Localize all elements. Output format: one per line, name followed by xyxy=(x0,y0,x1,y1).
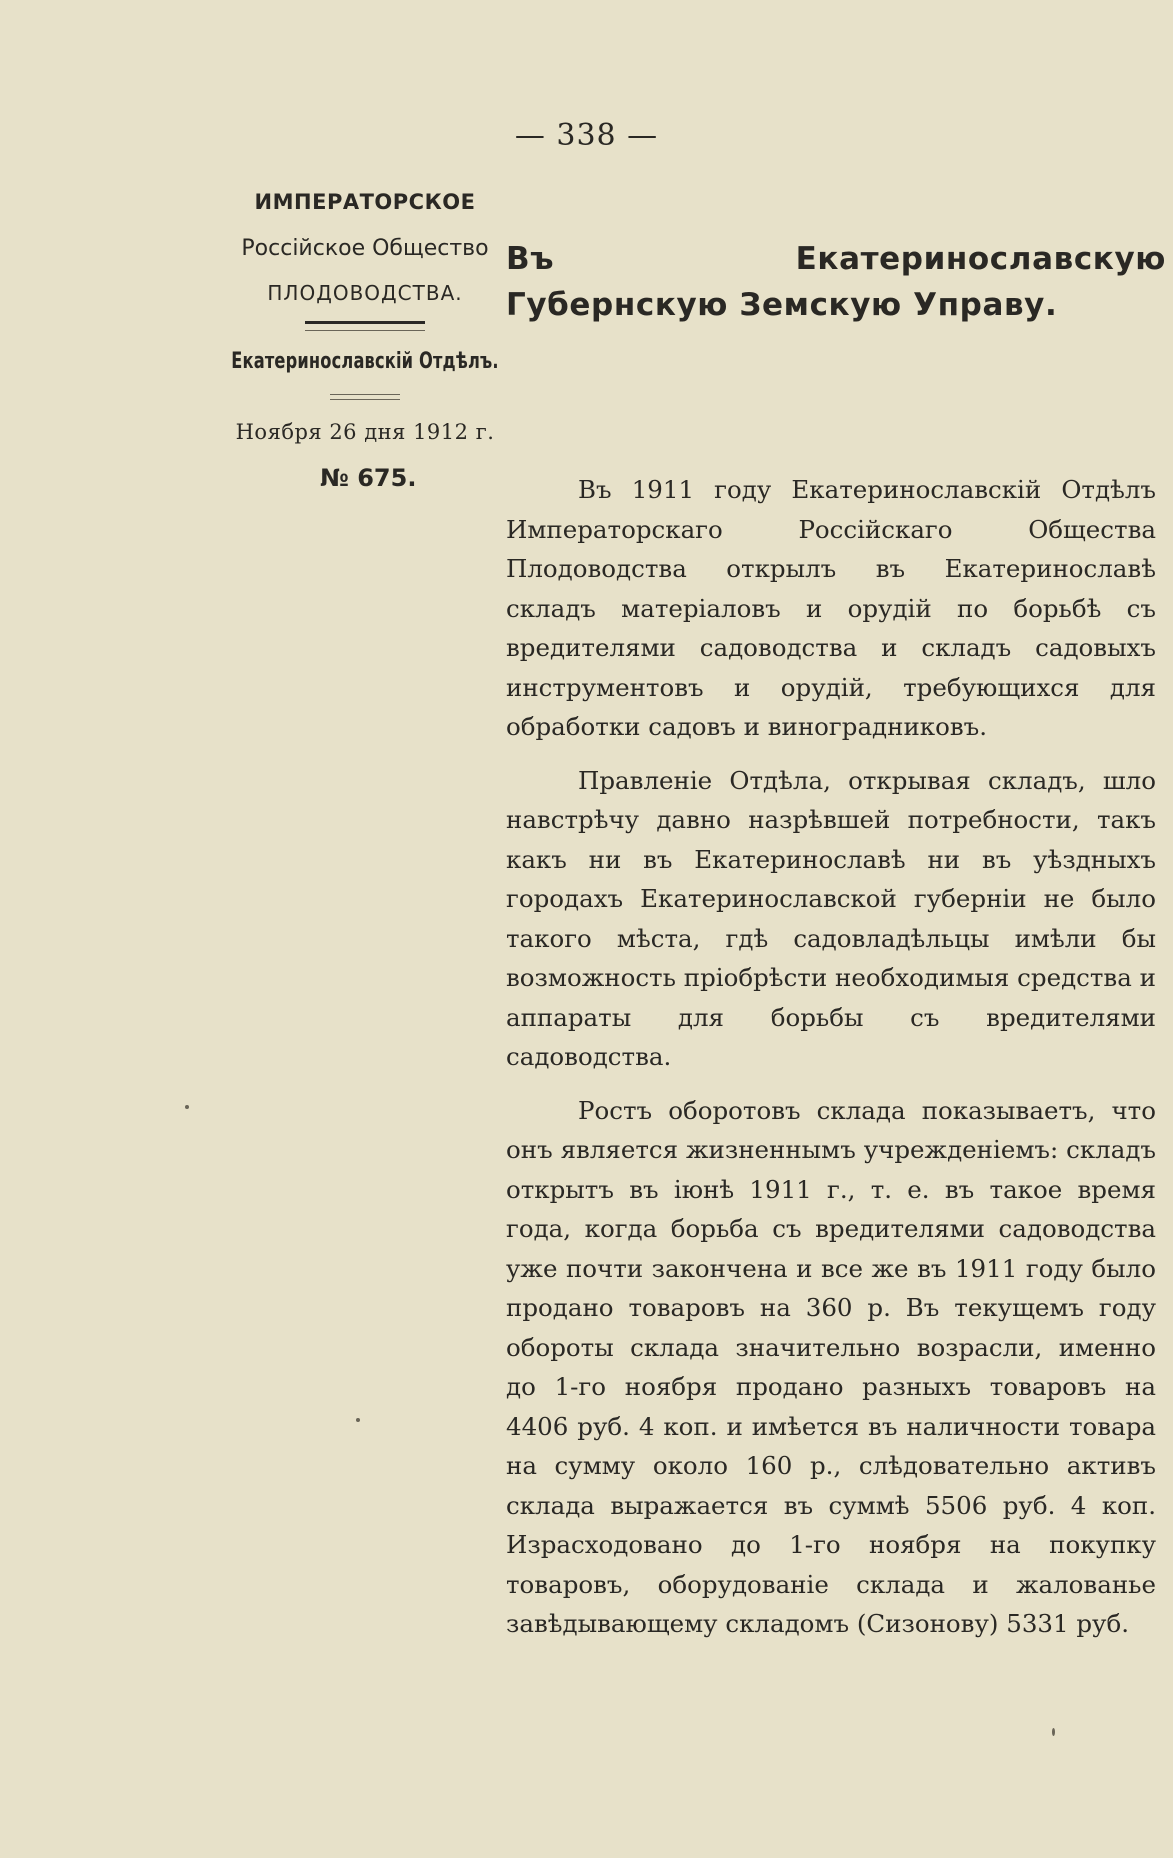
speck xyxy=(356,1418,360,1422)
org-name-line3: ПЛОДОВОДСТВА. xyxy=(267,281,463,305)
org-name-line1: ИМПЕРАТОРСКОЕ xyxy=(254,190,476,214)
letterhead xyxy=(200,184,530,492)
paragraph: Въ 1911 году Екатеринославскій Отдѣлъ Императорскаго Россійскаго Общества Плодоводства открылъ въ Екатеринославѣ складъ матеріаловъ и орудій по борьбѣ съ вредителями садоводства и складъ садовыхъ инструментовъ и орудій, требующихся для обработки садовъ и виноградниковъ. xyxy=(506,475,1156,741)
letter-number: № 675. xyxy=(320,464,417,492)
letter-body xyxy=(506,470,1156,1658)
letter-date: Ноября 26 дня 1912 г. xyxy=(235,420,495,444)
paragraph: Ростъ оборотовъ склада показываетъ, что онъ является жизненнымъ учрежденіемъ: складъ открытъ въ іюнѣ 1911 г., т. е. въ такое время года, когда борьба съ вредителями садоводства уже почти закончена и все же въ 1911 году было продано товаровъ на 360 р. Въ текущемъ году обороты склада значительно возрасли, именно до 1-го ноября продано разныхъ товаровъ на 4406 руб. 4 коп. и имѣется въ наличности товара на сумму около 160 р., слѣдовательно активъ склада выражается въ суммѣ 5506 руб. 4 коп. Израсходовано до 1-го ноября на покупку товаровъ, оборудованіе склада и жалованье завѣдывающему складомъ (Сизонову) 5331 руб. xyxy=(506,1095,1156,1638)
org-name-line2: Россійское Общество xyxy=(241,236,489,261)
page-number: — 338 — xyxy=(514,118,659,153)
speck xyxy=(1052,1728,1055,1736)
divider-rule-small xyxy=(330,394,400,400)
addressee-heading: Въ Екатеринославскую Губернскую Земскую Управу. xyxy=(506,241,1166,323)
paragraph: Правленіе Отдѣла, открывая складъ, шло навстрѣчу давно назрѣвшей потребности, такъ какъ ни въ Екатеринославѣ ни въ уѣздныхъ городахъ Екатеринославской губерніи не было такого мѣста, гдѣ садовладѣльцы имѣли бы возможность пріобрѣсти необходимыя средства и аппараты для борьбы съ вредителями садоводства. xyxy=(506,765,1156,1071)
divider-rule xyxy=(305,321,425,331)
department-name: Екатеринославскій Отдѣлъ. xyxy=(231,349,499,374)
speck xyxy=(185,1105,189,1109)
